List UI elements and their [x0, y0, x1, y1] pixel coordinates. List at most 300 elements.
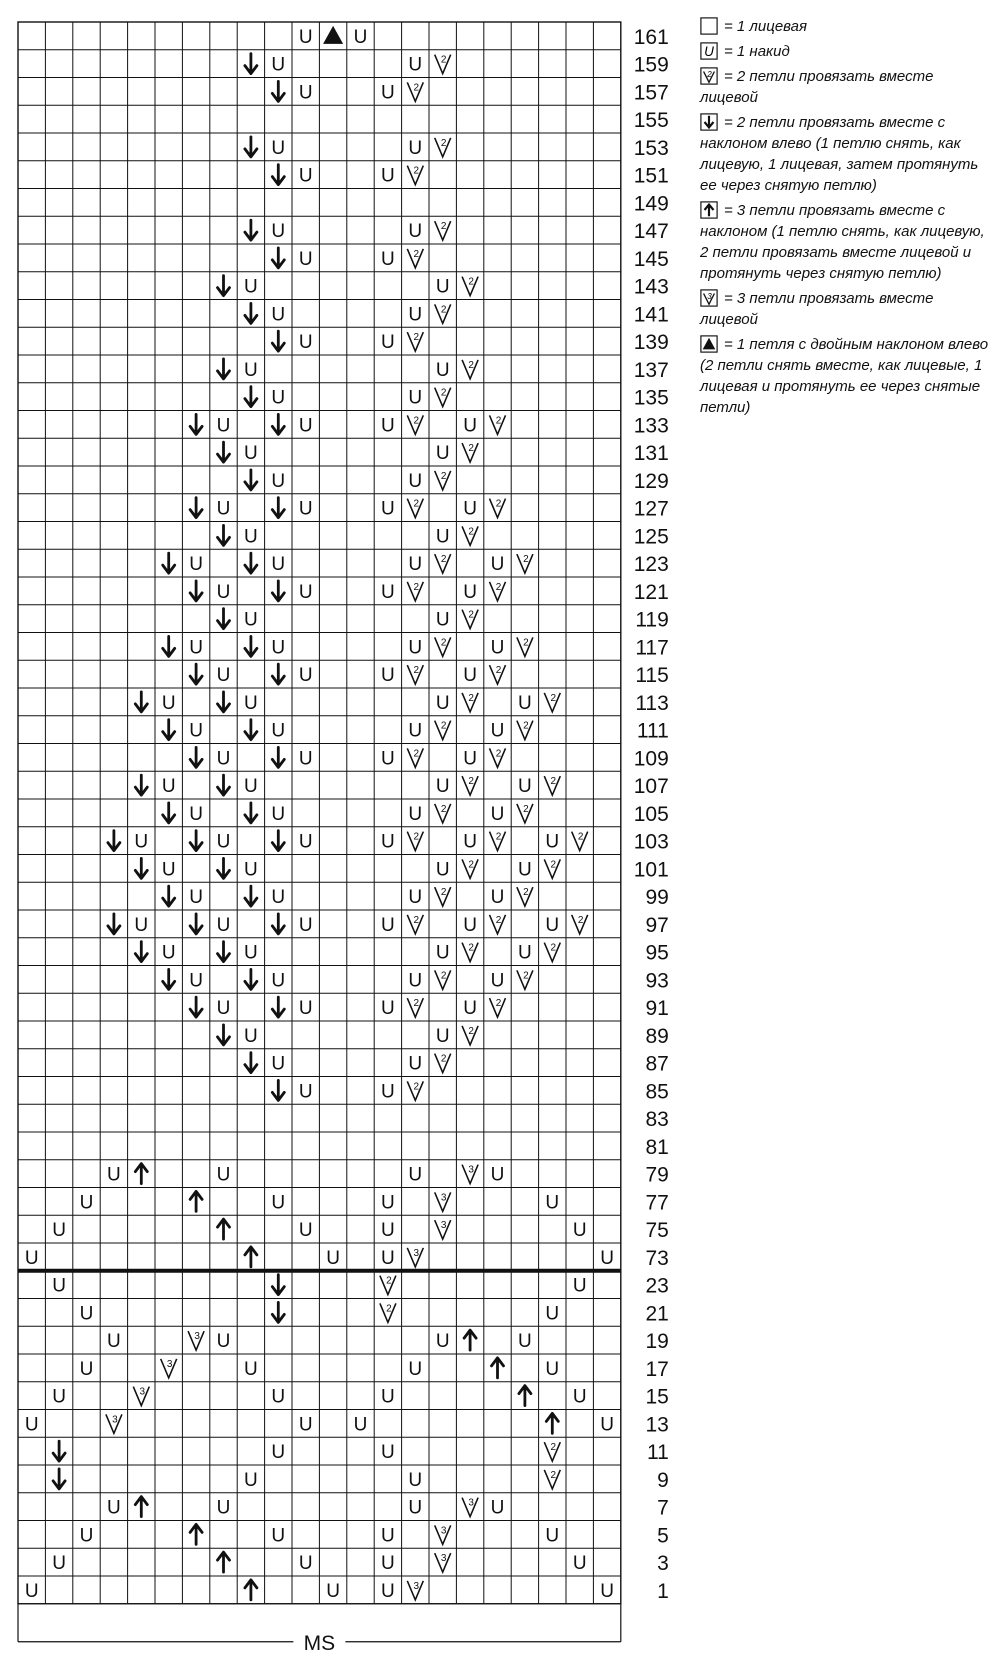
- yarn-over-symbol: U: [24, 1247, 39, 1269]
- k3tog-number: 3: [468, 1164, 474, 1176]
- yarn-over-symbol: U: [408, 54, 423, 76]
- k2tog-number: 2: [468, 776, 474, 788]
- yarn-over-symbol: U: [24, 1414, 39, 1436]
- yarn-over-symbol: U: [271, 470, 286, 492]
- row-number-label: 115: [635, 664, 669, 688]
- k2tog-number: 2: [468, 359, 474, 371]
- row-number-label: 119: [635, 608, 669, 632]
- yarn-over-symbol: U: [381, 82, 395, 104]
- yarn-over-symbol: U: [381, 998, 395, 1020]
- yarn-over-symbol: U: [490, 803, 505, 825]
- yarn-over-symbol: U: [518, 776, 532, 798]
- row-number-label: 155: [633, 109, 669, 133]
- row-number-label: 5: [657, 1524, 669, 1548]
- yarn-over-symbol: U: [244, 776, 258, 798]
- yarn-over-symbol: U: [271, 720, 286, 742]
- k2tog-number: 2: [440, 470, 447, 482]
- row-number-label: 73: [645, 1246, 669, 1270]
- yarn-over-symbol: U: [298, 665, 313, 687]
- k2tog-number: 2: [495, 498, 502, 510]
- k2tog-number: 2: [440, 554, 447, 566]
- row-number-label: 105: [633, 802, 669, 826]
- k2tog-number: 2: [550, 1442, 557, 1454]
- yarn-over-symbol: U: [298, 914, 313, 936]
- yarn-over-symbol: U: [271, 304, 286, 326]
- yarn-over-symbol: U: [435, 609, 450, 631]
- k2tog-number: 2: [495, 665, 502, 677]
- row-number-label: 141: [633, 303, 669, 327]
- yarn-over-symbol: U: [271, 137, 286, 159]
- row-number-label: 133: [633, 414, 669, 438]
- legend-item-k2tog: [700, 66, 990, 108]
- yarn-over-symbol: U: [381, 1081, 395, 1103]
- yarn-over-symbol: U: [216, 665, 231, 687]
- yarn-over-symbol: U: [381, 1580, 395, 1602]
- yarn-over-symbol: U: [79, 1192, 94, 1214]
- ssk-arrow-icon: [700, 113, 718, 131]
- row-number-label: 157: [633, 81, 669, 105]
- sk2p-arrow-icon: [700, 201, 718, 219]
- yarn-over-symbol: U: [545, 1358, 560, 1380]
- k2tog-number: 2: [413, 248, 420, 260]
- yarn-over-symbol: U: [189, 803, 203, 825]
- k3tog-number: 3: [112, 1414, 118, 1426]
- yarn-over-symbol: U: [381, 748, 395, 770]
- yarn-over-symbol: U: [298, 581, 313, 603]
- yarn-over-symbol: U: [381, 498, 395, 520]
- yarn-over-symbol: U: [298, 82, 313, 104]
- k2tog-number: 2: [440, 887, 447, 899]
- yarn-over-symbol: U: [271, 1192, 286, 1214]
- yarn-over-symbol: U: [490, 637, 505, 659]
- k2tog-number: 2: [523, 970, 529, 982]
- yarn-over-symbol: U: [381, 415, 395, 437]
- row-number-label: 3: [657, 1552, 669, 1576]
- k2tog-number: 2: [495, 581, 502, 593]
- svg-text:3: 3: [707, 291, 712, 301]
- row-number-label: 9: [657, 1468, 669, 1492]
- yarn-over-symbol: U: [518, 692, 532, 714]
- yarn-over-symbol: U: [189, 720, 203, 742]
- legend-item-knit: [700, 16, 990, 37]
- yarn-over-symbol: U: [134, 914, 149, 936]
- yarn-over-symbol: U: [408, 1358, 423, 1380]
- row-number-label: 111: [636, 719, 669, 743]
- legend-text: = 2 петли провязать вместе с наклоном влево (1 петлю снять, как лицевую, 1 лицевая, затем протянуть ее через снятую петлю): [700, 114, 979, 194]
- row-number-label: 131: [633, 442, 669, 466]
- row-number-label: 139: [633, 331, 669, 355]
- k2tog-number: 2: [413, 82, 420, 94]
- yarn-over-icon: [700, 42, 718, 60]
- k2tog-number: 2: [413, 914, 420, 926]
- yarn-over-symbol: U: [381, 332, 395, 354]
- yarn-over-symbol: U: [490, 887, 505, 909]
- yarn-over-symbol: U: [490, 720, 505, 742]
- row-number-label: 81: [645, 1135, 669, 1159]
- k2tog-number: 2: [440, 803, 447, 815]
- row-number-label: 79: [645, 1163, 669, 1187]
- k2tog-number: 2: [468, 443, 474, 455]
- yarn-over-symbol: U: [381, 1386, 395, 1408]
- yarn-over-symbol: U: [435, 1025, 450, 1047]
- k2tog-number: 2: [523, 554, 529, 566]
- yarn-over-symbol: U: [408, 137, 423, 159]
- yarn-over-symbol: U: [216, 831, 231, 853]
- yarn-over-symbol: U: [490, 1164, 505, 1186]
- k2tog-number: 2: [413, 581, 420, 593]
- yarn-over-symbol: U: [24, 1580, 39, 1602]
- row-number-label: 159: [633, 53, 669, 77]
- k2tog-number: 2: [468, 692, 474, 704]
- row-number-label: 91: [645, 997, 669, 1021]
- yarn-over-symbol: U: [271, 637, 286, 659]
- yarn-over-symbol: U: [298, 415, 313, 437]
- yarn-over-symbol: U: [408, 1164, 423, 1186]
- yarn-over-symbol: U: [381, 1442, 395, 1464]
- row-number-label: 135: [633, 386, 669, 410]
- k2tog-number: 2: [413, 998, 420, 1010]
- row-number-label: 83: [645, 1108, 669, 1132]
- row-number-label: 77: [645, 1191, 669, 1215]
- yarn-over-symbol: U: [107, 1497, 121, 1519]
- yarn-over-symbol: U: [435, 526, 450, 548]
- yarn-over-symbol: U: [161, 776, 176, 798]
- yarn-over-symbol: U: [52, 1553, 66, 1575]
- k2tog-number: 2: [440, 137, 447, 149]
- row-number-label: 121: [633, 580, 669, 604]
- yarn-over-symbol: U: [216, 1497, 231, 1519]
- row-number-label: 17: [645, 1357, 669, 1381]
- k3tog-number: 3: [139, 1386, 146, 1398]
- row-number-label: 145: [633, 247, 669, 271]
- yarn-over-symbol: U: [518, 942, 532, 964]
- yarn-over-symbol: U: [216, 581, 231, 603]
- yarn-over-symbol: U: [271, 387, 286, 409]
- legend-text: = 2 петли провязать вместе лицевой: [700, 68, 934, 106]
- row-number-label: 75: [645, 1219, 669, 1243]
- legend-item-sk2p: [700, 200, 990, 284]
- yarn-over-symbol: U: [271, 803, 286, 825]
- yarn-over-symbol: U: [107, 1164, 121, 1186]
- yarn-over-symbol: U: [271, 1386, 286, 1408]
- k3tog-number: 3: [166, 1358, 173, 1370]
- row-number-label: 103: [633, 830, 669, 854]
- k2tog-number: 2: [577, 914, 584, 926]
- yarn-over-symbol: U: [161, 692, 176, 714]
- row-number-label: 19: [645, 1330, 669, 1354]
- yarn-over-symbol: U: [244, 1358, 258, 1380]
- legend-text: = 3 петли провязать вместе с наклоном (1 петлю снять, как лицевую, 2 петли провязать вместе лицевой и протянуть через снятую петлю): [700, 202, 985, 282]
- yarn-over-symbol: U: [435, 942, 450, 964]
- row-number-label: 15: [645, 1385, 669, 1409]
- k2tog-number: 2: [413, 831, 420, 843]
- k3tog-number: 3: [413, 1580, 420, 1592]
- k2tog-number: 2: [468, 942, 474, 954]
- row-number-label: 153: [633, 136, 669, 160]
- k2tog-number: 2: [413, 748, 420, 760]
- legend-text: = 1 лицевая: [724, 18, 808, 35]
- k2tog-number: 2: [495, 748, 502, 760]
- row-number-label: 93: [645, 969, 669, 993]
- k2tog-number: 2: [440, 304, 447, 316]
- k2tog-number: 2: [523, 637, 529, 649]
- yarn-over-symbol: U: [271, 54, 286, 76]
- k3tog-number: 3: [194, 1331, 200, 1343]
- k3tog-icon: [700, 289, 718, 307]
- legend-item-k3tog: [700, 288, 990, 330]
- yarn-over-symbol: U: [271, 554, 286, 576]
- k2tog-number: 2: [440, 720, 447, 732]
- k2tog-number: 2: [413, 498, 420, 510]
- yarn-over-symbol: U: [52, 1220, 66, 1242]
- row-number-label: 127: [633, 497, 669, 521]
- yarn-over-symbol: U: [244, 526, 258, 548]
- k2tog-number: 2: [550, 1469, 557, 1481]
- k2tog-number: 2: [440, 1053, 447, 1065]
- yarn-over-symbol: U: [161, 859, 176, 881]
- yarn-over-symbol: U: [463, 748, 477, 770]
- row-number-label: 95: [645, 941, 669, 965]
- k2tog-number: 2: [468, 859, 474, 871]
- yarn-over-symbol: U: [381, 1192, 395, 1214]
- yarn-over-symbol: U: [600, 1580, 614, 1602]
- yarn-over-symbol: U: [298, 1553, 313, 1575]
- yarn-over-symbol: U: [244, 609, 258, 631]
- yarn-over-symbol: U: [52, 1386, 66, 1408]
- yarn-over-symbol: U: [518, 1331, 532, 1353]
- yarn-over-symbol: U: [189, 970, 203, 992]
- row-number-label: 87: [645, 1052, 669, 1076]
- yarn-over-symbol: U: [490, 970, 505, 992]
- yarn-over-symbol: U: [545, 1192, 560, 1214]
- row-number-label: 23: [645, 1274, 669, 1298]
- yarn-over-symbol: U: [79, 1525, 94, 1547]
- yarn-over-symbol: U: [490, 554, 505, 576]
- yarn-over-symbol: U: [161, 942, 176, 964]
- yarn-over-symbol: U: [381, 1525, 395, 1547]
- yarn-over-symbol: U: [244, 859, 258, 881]
- empty-square-icon: [700, 17, 718, 35]
- yarn-over-symbol: U: [298, 248, 313, 270]
- row-number-label: 11: [646, 1441, 669, 1465]
- yarn-over-symbol: U: [353, 26, 368, 48]
- k3tog-number: 3: [413, 1247, 420, 1259]
- yarn-over-symbol: U: [107, 1331, 121, 1353]
- yarn-over-symbol: U: [408, 803, 423, 825]
- yarn-over-symbol: U: [381, 581, 395, 603]
- k2tog-number: 2: [440, 387, 447, 399]
- k2tog-icon: [700, 67, 718, 85]
- row-number-label: 101: [633, 858, 669, 882]
- yarn-over-symbol: U: [298, 831, 313, 853]
- legend-text: = 1 петля с двойным наклоном влево (2 петли снять вместе, как лицевые, 1 лицевая и протянуть ее через снятые петли): [700, 336, 989, 416]
- yarn-over-symbol: U: [216, 1331, 231, 1353]
- row-number-label: 143: [633, 275, 669, 299]
- yarn-over-symbol: U: [572, 1220, 587, 1242]
- k3tog-number: 3: [440, 1525, 447, 1537]
- yarn-over-symbol: U: [271, 1525, 286, 1547]
- row-number-label: 137: [633, 358, 669, 382]
- row-number-label: 117: [635, 636, 669, 660]
- k2tog-number: 2: [550, 859, 557, 871]
- row-number-label: 7: [657, 1496, 669, 1520]
- yarn-over-symbol: U: [600, 1414, 614, 1436]
- yarn-over-symbol: U: [79, 1358, 94, 1380]
- yarn-over-symbol: U: [435, 359, 450, 381]
- yarn-over-symbol: U: [244, 692, 258, 714]
- k2tog-number: 2: [495, 831, 502, 843]
- yarn-over-symbol: U: [216, 415, 231, 437]
- yarn-over-symbol: U: [545, 1525, 560, 1547]
- yarn-over-symbol: U: [572, 1386, 587, 1408]
- yarn-over-symbol: U: [271, 1053, 286, 1075]
- yarn-over-symbol: U: [271, 887, 286, 909]
- yarn-over-symbol: U: [435, 859, 450, 881]
- k2tog-number: 2: [440, 54, 447, 66]
- row-number-label: 123: [633, 553, 669, 577]
- legend-text: = 1 накид: [724, 43, 790, 60]
- yarn-over-symbol: U: [134, 831, 149, 853]
- yarn-over-symbol: U: [463, 581, 477, 603]
- k2tog-number: 2: [495, 415, 502, 427]
- yarn-over-symbol: U: [408, 1469, 423, 1491]
- row-number-label: 125: [633, 525, 669, 549]
- legend-item-ssk: [700, 112, 990, 196]
- double-decrease-triangle-icon: [700, 335, 718, 353]
- k2tog-number: 2: [413, 665, 420, 677]
- k2tog-number: 2: [440, 221, 447, 233]
- yarn-over-symbol: U: [600, 1247, 614, 1269]
- yarn-over-symbol: U: [244, 443, 258, 465]
- k2tog-number: 2: [468, 276, 474, 288]
- row-number-label: 13: [645, 1413, 669, 1437]
- legend-text: = 3 петли провязать вместе лицевой: [700, 290, 934, 328]
- yarn-over-symbol: U: [298, 1081, 313, 1103]
- row-number-label: 129: [633, 469, 669, 493]
- k2tog-number: 2: [550, 942, 557, 954]
- k2tog-number: 2: [413, 332, 420, 344]
- yarn-over-symbol: U: [518, 859, 532, 881]
- k2tog-number: 2: [413, 165, 420, 177]
- yarn-over-symbol: U: [408, 887, 423, 909]
- yarn-over-symbol: U: [244, 276, 258, 298]
- yarn-over-symbol: U: [381, 1553, 395, 1575]
- yarn-over-symbol: U: [298, 1414, 313, 1436]
- k2tog-number: 2: [550, 692, 557, 704]
- yarn-over-symbol: U: [189, 887, 203, 909]
- legend: [700, 16, 990, 422]
- yarn-over-symbol: U: [408, 304, 423, 326]
- yarn-over-symbol: U: [271, 1442, 286, 1464]
- yarn-over-symbol: U: [463, 665, 477, 687]
- yarn-over-symbol: U: [298, 26, 313, 48]
- k3tog-number: 3: [440, 1220, 447, 1232]
- yarn-over-symbol: U: [435, 692, 450, 714]
- yarn-over-symbol: U: [244, 1469, 258, 1491]
- yarn-over-symbol: U: [381, 665, 395, 687]
- yarn-over-symbol: U: [298, 498, 313, 520]
- k2tog-number: 2: [577, 831, 584, 843]
- yarn-over-symbol: U: [545, 831, 560, 853]
- yarn-over-symbol: U: [271, 970, 286, 992]
- row-number-label: 97: [645, 913, 669, 937]
- yarn-over-symbol: U: [572, 1275, 587, 1297]
- yarn-over-symbol: U: [216, 998, 231, 1020]
- k2tog-number: 2: [495, 998, 502, 1010]
- k2tog-number: 2: [523, 803, 529, 815]
- svg-text:U: U: [704, 43, 714, 59]
- yarn-over-symbol: U: [408, 470, 423, 492]
- row-number-label: 107: [633, 775, 669, 799]
- yarn-over-symbol: U: [381, 165, 395, 187]
- svg-text:2: 2: [707, 69, 712, 79]
- k2tog-number: 2: [468, 526, 474, 538]
- yarn-over-symbol: U: [408, 1497, 423, 1519]
- yarn-over-symbol: U: [216, 914, 231, 936]
- k3tog-number: 3: [440, 1192, 447, 1204]
- yarn-over-symbol: U: [490, 1497, 505, 1519]
- k2tog-number: 2: [413, 415, 420, 427]
- yarn-over-symbol: U: [52, 1275, 66, 1297]
- yarn-over-symbol: U: [326, 1247, 340, 1269]
- yarn-over-symbol: U: [189, 637, 203, 659]
- legend-item-double-decrease: [700, 334, 990, 418]
- yarn-over-symbol: U: [408, 1053, 423, 1075]
- yarn-over-symbol: U: [463, 831, 477, 853]
- yarn-over-symbol: U: [381, 1247, 395, 1269]
- row-number-label: 113: [635, 691, 669, 715]
- k2tog-number: 2: [413, 1081, 420, 1093]
- yarn-over-symbol: U: [216, 1164, 231, 1186]
- k2tog-number: 2: [386, 1303, 392, 1315]
- yarn-over-symbol: U: [216, 498, 231, 520]
- yarn-over-symbol: U: [572, 1553, 587, 1575]
- row-number-label: 85: [645, 1080, 669, 1104]
- k2tog-number: 2: [386, 1275, 392, 1287]
- yarn-over-symbol: U: [435, 1331, 450, 1353]
- k2tog-number: 2: [495, 914, 502, 926]
- yarn-over-symbol: U: [298, 165, 313, 187]
- yarn-over-symbol: U: [435, 443, 450, 465]
- yarn-over-symbol: U: [408, 720, 423, 742]
- yarn-over-symbol: U: [408, 221, 423, 243]
- row-number-label: 151: [633, 164, 669, 188]
- row-number-label: 99: [645, 886, 669, 910]
- yarn-over-symbol: U: [381, 248, 395, 270]
- row-number-label: 161: [633, 25, 669, 49]
- row-number-label: 21: [645, 1302, 669, 1326]
- yarn-over-symbol: U: [271, 221, 286, 243]
- yarn-over-symbol: U: [298, 1220, 313, 1242]
- yarn-over-symbol: U: [79, 1303, 94, 1325]
- yarn-over-symbol: U: [463, 998, 477, 1020]
- yarn-over-symbol: U: [381, 914, 395, 936]
- k2tog-number: 2: [523, 887, 529, 899]
- k2tog-number: 2: [523, 720, 529, 732]
- yarn-over-symbol: U: [244, 359, 258, 381]
- k3tog-number: 3: [468, 1497, 474, 1509]
- row-number-label: 147: [633, 220, 669, 244]
- yarn-over-symbol: U: [353, 1414, 368, 1436]
- yarn-over-symbol: U: [326, 1580, 340, 1602]
- row-number-label: 109: [633, 747, 669, 771]
- yarn-over-symbol: U: [244, 1025, 258, 1047]
- yarn-over-symbol: U: [463, 415, 477, 437]
- yarn-over-symbol: U: [408, 387, 423, 409]
- yarn-over-symbol: U: [408, 637, 423, 659]
- k3tog-number: 3: [440, 1553, 447, 1565]
- yarn-over-symbol: U: [298, 998, 313, 1020]
